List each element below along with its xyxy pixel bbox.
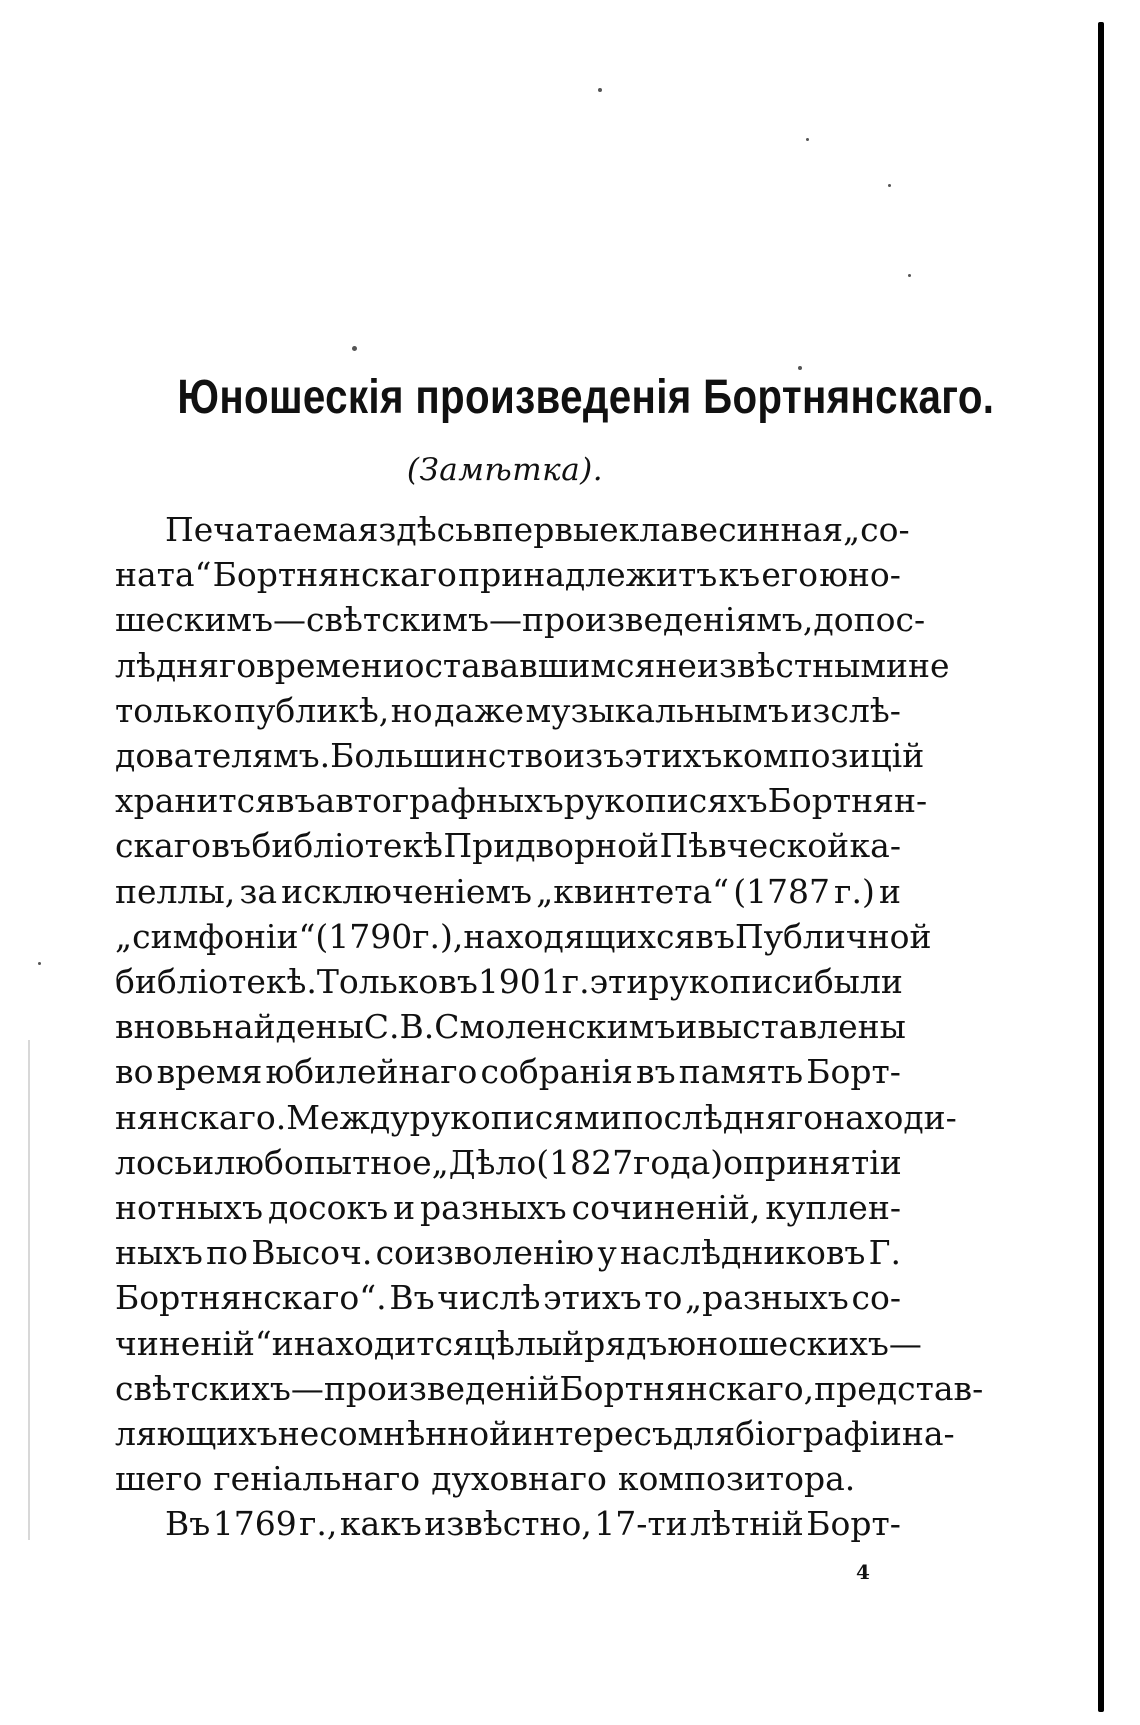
word: только: [115, 691, 233, 730]
word: свѣтскихъ—произведеній: [115, 1369, 560, 1408]
word: въ: [636, 1052, 676, 1091]
word: Борт-: [806, 1504, 901, 1543]
body-line: [115, 1412, 955, 1456]
word: (1787: [733, 872, 831, 911]
page-edge-shadow: [28, 1040, 30, 1540]
word: Пѣвческой: [659, 826, 850, 865]
word: выставлены: [697, 1007, 906, 1046]
word: любопытное: [214, 1143, 432, 1182]
word: досокъ: [267, 1188, 389, 1227]
word: нянскаго.: [115, 1098, 287, 1137]
word: чиненій“: [115, 1324, 272, 1363]
word: здѣсь: [378, 510, 474, 549]
word: принятіи: [743, 1143, 902, 1182]
word: то: [644, 1278, 683, 1317]
body-line: [115, 1502, 901, 1546]
word: извѣстно,: [424, 1504, 592, 1543]
word: и: [393, 1188, 416, 1227]
word: рукописяхъ: [563, 781, 768, 820]
word: исключеніемъ: [281, 872, 533, 911]
word: интересъ: [511, 1414, 673, 1453]
word: и: [878, 872, 901, 911]
word: шескимъ—свѣтскимъ—произведеніямъ,: [115, 600, 814, 639]
word: память: [678, 1052, 804, 1091]
word: Высоч.: [251, 1233, 373, 1272]
word: публикѣ,: [234, 691, 390, 730]
body-line: [115, 779, 928, 823]
word: Придворной: [443, 826, 660, 865]
word: В.: [399, 1007, 435, 1046]
word: духовнаго: [431, 1459, 607, 1498]
word: впервые: [473, 510, 619, 549]
word: Бортнян-: [767, 781, 928, 820]
body-line: [115, 1141, 901, 1185]
page-number: 4: [856, 1560, 870, 1584]
word: числѣ: [437, 1278, 541, 1317]
word: на-: [901, 1414, 955, 1453]
subtitle: (Замѣтка).: [406, 452, 604, 488]
word: хранится: [115, 781, 276, 820]
word: шего: [115, 1459, 203, 1498]
word: Въ: [389, 1278, 435, 1317]
scan-speck: [888, 184, 891, 187]
word: по: [206, 1233, 248, 1272]
word: (1790: [315, 917, 413, 956]
word: пос-: [853, 600, 926, 639]
word: автографныхъ: [315, 781, 564, 820]
body-line: [115, 1186, 901, 1230]
word: какъ: [339, 1504, 422, 1543]
word: остававшимся: [404, 646, 656, 685]
word: лѣдняго: [115, 646, 257, 685]
word: но: [390, 691, 433, 730]
body-line: [115, 824, 901, 868]
body-line: [115, 960, 901, 1004]
word: Только: [316, 962, 439, 1001]
body-line: [115, 870, 901, 914]
word: собранія: [480, 1052, 633, 1091]
body-line: [115, 1367, 984, 1411]
word: Между: [286, 1098, 410, 1137]
word: этихъ: [543, 1278, 642, 1317]
word: куплен-: [765, 1188, 901, 1227]
body-line: [115, 1322, 922, 1366]
word: біографіи: [735, 1414, 902, 1453]
scan-speck: [352, 346, 357, 351]
word: Бортнянскаго“.: [115, 1278, 387, 1317]
scan-speck: [806, 138, 809, 141]
body-line: [115, 1050, 901, 1094]
word: наслѣдниковъ: [620, 1233, 866, 1272]
word: Въ: [165, 1504, 211, 1543]
word: за: [239, 872, 278, 911]
word: Смоленскимъ: [434, 1007, 676, 1046]
word: библіотекѣ.: [115, 962, 317, 1001]
word: и: [192, 1143, 215, 1182]
body-line: [115, 689, 901, 733]
word: Печатаемая: [165, 510, 379, 549]
word: лось: [115, 1143, 193, 1182]
word: г.): [834, 872, 875, 911]
word: находящихся: [463, 917, 696, 956]
word: Бортнянскаго: [212, 555, 457, 594]
word: цѣлый: [473, 1324, 585, 1363]
word: въ: [695, 917, 735, 956]
word: находи-: [823, 1098, 957, 1137]
word: соизволенію: [375, 1233, 595, 1272]
word: Публичной: [734, 917, 932, 956]
word: Большинство: [330, 736, 564, 775]
word: у: [597, 1233, 617, 1272]
word: рукописи: [648, 962, 814, 1001]
body-line: [115, 1457, 901, 1501]
body-line: [115, 915, 932, 959]
word: г.: [561, 962, 590, 1001]
body-line: [115, 1005, 906, 1049]
word: сочиненій,: [571, 1188, 761, 1227]
word: несомнѣнной: [277, 1414, 512, 1453]
word: и: [271, 1324, 294, 1363]
body-line: [115, 644, 950, 688]
word: композитора.: [617, 1459, 856, 1498]
word: принадлежитъ: [458, 555, 718, 594]
word: разныхъ: [420, 1188, 567, 1227]
word: года): [633, 1143, 724, 1182]
word: ныхъ: [115, 1233, 203, 1272]
word: въ: [438, 962, 478, 1001]
word: во: [115, 1052, 154, 1091]
word: вновь: [115, 1007, 212, 1046]
word: Бортнянскаго,: [559, 1369, 815, 1408]
word: и: [675, 1007, 698, 1046]
word: рядъ: [584, 1324, 668, 1363]
word: г.,: [299, 1504, 338, 1543]
word: библіотекѣ: [251, 826, 443, 865]
word: эти: [589, 962, 649, 1001]
word: скаго: [115, 826, 211, 865]
word: рукописями: [409, 1098, 622, 1137]
word: г.),: [412, 917, 464, 956]
word: со-: [851, 1278, 901, 1317]
word: пеллы,: [115, 872, 236, 911]
word: юно-: [819, 555, 901, 594]
body-line: [115, 598, 926, 642]
word: не: [908, 646, 950, 685]
word: для: [673, 1414, 736, 1453]
word: музыкальнымъ: [525, 691, 789, 730]
page-edge-rule: [1098, 22, 1104, 1712]
word: ната“: [115, 555, 212, 594]
body-line: [115, 1276, 901, 1320]
word: „Дѣло: [431, 1143, 537, 1182]
word: были: [813, 962, 903, 1001]
word: неизвѣстными: [655, 646, 908, 685]
word: Г.: [868, 1233, 901, 1272]
scan-speck: [598, 88, 602, 92]
word: „со-: [843, 510, 910, 549]
word: геніальнаго: [213, 1459, 421, 1498]
word: этихъ: [624, 736, 723, 775]
word: клавесинная: [618, 510, 844, 549]
word: времени: [256, 646, 405, 685]
word: композицій: [722, 736, 925, 775]
page-title: Юношескія произведенія Бортнянскаго.: [177, 371, 995, 424]
word: юношескихъ—: [667, 1324, 922, 1363]
body-line: [115, 553, 901, 597]
scan-speck: [38, 962, 41, 965]
word: 1901: [477, 962, 562, 1001]
body-line: [115, 1096, 957, 1140]
word: ляющихъ: [115, 1414, 278, 1453]
word: 17-ти: [594, 1504, 688, 1543]
word: послѣдняго: [621, 1098, 824, 1137]
word: С.: [363, 1007, 400, 1046]
word: „разныхъ: [685, 1278, 849, 1317]
word: лѣтній: [690, 1504, 804, 1543]
word: (1827: [536, 1143, 634, 1182]
word: „симфоніи“: [115, 917, 316, 956]
word: въ: [211, 826, 251, 865]
body-line: [115, 734, 925, 778]
word: изслѣ-: [790, 691, 901, 730]
word: нотныхъ: [115, 1188, 263, 1227]
word: въ: [275, 781, 316, 820]
word: до: [813, 600, 854, 639]
word: къ: [718, 555, 761, 594]
word: даже: [434, 691, 524, 730]
word: юбилейнаго: [265, 1052, 478, 1091]
word: находится: [293, 1324, 474, 1363]
word: его: [761, 555, 818, 594]
word: изъ: [563, 736, 625, 775]
word: представ-: [814, 1369, 984, 1408]
body-line: [115, 508, 910, 552]
word: 1769: [212, 1504, 297, 1543]
word: „квинтета“: [536, 872, 730, 911]
word: время: [156, 1052, 263, 1091]
scan-speck: [908, 274, 911, 277]
word: Борт-: [806, 1052, 901, 1091]
word: о: [723, 1143, 744, 1182]
word: ка-: [849, 826, 901, 865]
body-line: [115, 1231, 901, 1275]
word: найдены: [212, 1007, 364, 1046]
word: дователямъ.: [115, 736, 331, 775]
